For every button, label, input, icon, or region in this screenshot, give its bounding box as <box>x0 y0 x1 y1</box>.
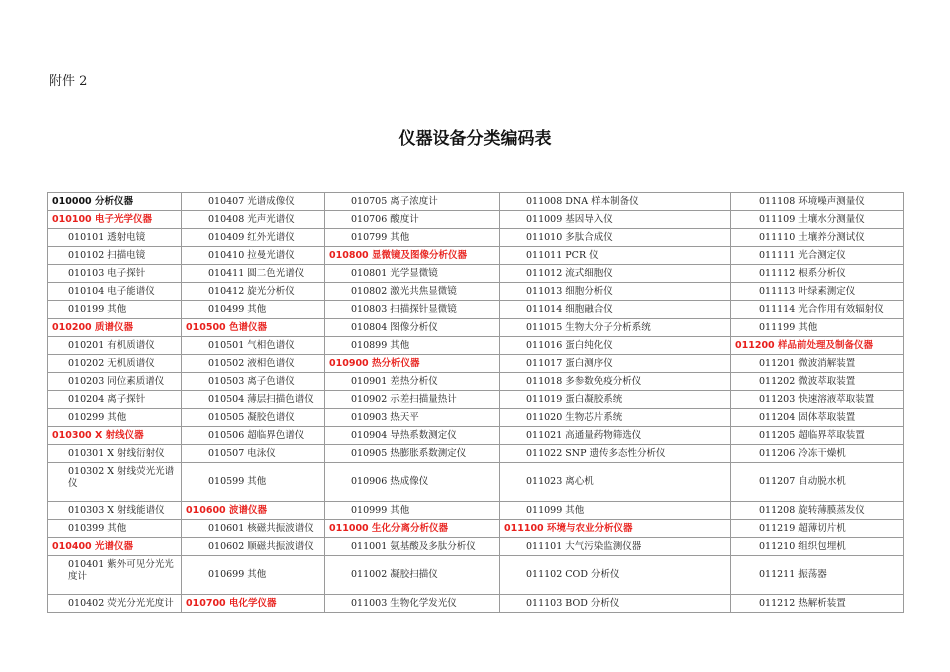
table-cell: 011203 快速溶液萃取装置 <box>731 391 904 409</box>
attachment-label: 附件 2 <box>49 74 88 89</box>
table-cell: 010601 核磁共振波谱仪 <box>182 520 325 538</box>
table-cell: 011018 多参数免疫分析仪 <box>500 373 731 391</box>
table-cell: 010412 旋光分析仪 <box>182 283 325 301</box>
table-cell: 010802 激光共焦显微镜 <box>325 283 500 301</box>
table-cell: 011099 其他 <box>500 502 731 520</box>
table-cell: 010905 热膨胀系数测定仪 <box>325 445 500 463</box>
table-row <box>48 502 904 520</box>
table-row <box>48 391 904 409</box>
table-cell: 011020 生物芯片系统 <box>500 409 731 427</box>
table-cell: 010101 透射电镜 <box>48 229 182 247</box>
table-cell: 010502 液相色谱仪 <box>182 355 325 373</box>
table-cell: 010901 差热分析仪 <box>325 373 500 391</box>
table-cell: 010699 其他 <box>182 556 325 595</box>
table-cell: 011113 叶绿素测定仪 <box>731 283 904 301</box>
table-cell: 010399 其他 <box>48 520 182 538</box>
table-cell: 011201 微波消解装置 <box>731 355 904 373</box>
table-cell: 010104 电子能谱仪 <box>48 283 182 301</box>
table-cell: 010201 有机质谱仪 <box>48 337 182 355</box>
table-cell: 011023 离心机 <box>500 463 731 502</box>
table-cell: 010200 质谱仪器 <box>48 319 182 337</box>
table-cell: 010700 电化学仪器 <box>182 595 325 613</box>
table-cell: 011200 样品前处理及制备仪器 <box>731 337 904 355</box>
table-cell: 010602 顺磁共振波谱仪 <box>182 538 325 556</box>
table-cell: 011008 DNA 样本制备仪 <box>500 193 731 211</box>
table-row <box>48 337 904 355</box>
table-cell: 011012 流式细胞仪 <box>500 265 731 283</box>
table-cell: 010402 荧光分光光度计 <box>48 595 182 613</box>
table-row <box>48 520 904 538</box>
table-cell: 010503 离子色谱仪 <box>182 373 325 391</box>
table-cell: 010904 导热系数测定仪 <box>325 427 500 445</box>
table-cell: 011204 固体萃取装置 <box>731 409 904 427</box>
table-cell: 011199 其他 <box>731 319 904 337</box>
table-cell: 010407 光谱成像仪 <box>182 193 325 211</box>
table-cell: 010900 热分析仪器 <box>325 355 500 373</box>
table-row <box>48 229 904 247</box>
table-cell: 010903 热天平 <box>325 409 500 427</box>
table-cell: 010202 无机质谱仪 <box>48 355 182 373</box>
table-cell: 011101 大气污染监测仪器 <box>500 538 731 556</box>
table-cell: 011000 生化分离分析仪器 <box>325 520 500 538</box>
table-cell: 011102 COD 分析仪 <box>500 556 731 595</box>
table-cell: 010504 薄层扫描色谱仪 <box>182 391 325 409</box>
table-row <box>48 409 904 427</box>
table-row <box>48 283 904 301</box>
table-cell: 011110 土壤养分测试仪 <box>731 229 904 247</box>
table-cell: 011205 超临界萃取装置 <box>731 427 904 445</box>
table-cell: 011015 生物大分子分析系统 <box>500 319 731 337</box>
table-cell: 010899 其他 <box>325 337 500 355</box>
table-cell: 010100 电子光学仪器 <box>48 211 182 229</box>
table-row <box>48 463 904 502</box>
table-cell: 010411 圆二色光谱仪 <box>182 265 325 283</box>
table-cell: 010400 光谱仪器 <box>48 538 182 556</box>
table-row <box>48 193 904 211</box>
table-row <box>48 538 904 556</box>
table-cell: 010705 离子浓度计 <box>325 193 500 211</box>
table-cell: 011013 细胞分析仪 <box>500 283 731 301</box>
table-cell: 010303 X 射线能谱仪 <box>48 502 182 520</box>
table-cell: 010507 电泳仪 <box>182 445 325 463</box>
table-cell: 011021 高通量药物筛选仪 <box>500 427 731 445</box>
table-cell: 010501 气相色谱仪 <box>182 337 325 355</box>
table-row <box>48 595 904 613</box>
table-cell: 011109 土壤水分测量仪 <box>731 211 904 229</box>
table-cell: 011002 凝胶扫描仪 <box>325 556 500 595</box>
table-cell: 010203 同位素质谱仪 <box>48 373 182 391</box>
table-row <box>48 373 904 391</box>
instrument-code-table <box>47 192 904 613</box>
table-cell: 010999 其他 <box>325 502 500 520</box>
table-cell: 010408 光声光谱仪 <box>182 211 325 229</box>
table-cell: 010103 电子探针 <box>48 265 182 283</box>
table-cell: 010410 拉曼光谱仪 <box>182 247 325 265</box>
table-cell: 010599 其他 <box>182 463 325 502</box>
table-cell: 010706 酸度计 <box>325 211 500 229</box>
table-row <box>48 445 904 463</box>
table-cell: 010505 凝胶色谱仪 <box>182 409 325 427</box>
document-title: 仪器设备分类编码表 <box>398 129 552 149</box>
table-cell: 011202 微波萃取装置 <box>731 373 904 391</box>
table-cell: 011108 环境噪声测量仪 <box>731 193 904 211</box>
table-cell: 010000 分析仪器 <box>48 193 182 211</box>
table-cell: 010906 热成像仪 <box>325 463 500 502</box>
table-cell: 011207 自动脱水机 <box>731 463 904 502</box>
table-row <box>48 427 904 445</box>
table-row <box>48 265 904 283</box>
table-cell: 011111 光合测定仪 <box>731 247 904 265</box>
table-cell: 010800 显微镜及图像分析仪器 <box>325 247 500 265</box>
table-row <box>48 556 904 595</box>
table-cell: 011011 PCR 仪 <box>500 247 731 265</box>
table-cell: 011206 冷冻干燥机 <box>731 445 904 463</box>
table-cell: 011003 生物化学发光仪 <box>325 595 500 613</box>
table-cell: 011100 环境与农业分析仪器 <box>500 520 731 538</box>
table-cell: 010301 X 射线衍射仪 <box>48 445 182 463</box>
table-cell: 011017 蛋白测序仪 <box>500 355 731 373</box>
table-cell: 011114 光合作用有效辐射仪 <box>731 301 904 319</box>
table-cell: 010300 X 射线仪器 <box>48 427 182 445</box>
table-cell: 010401 紫外可见分光光度计 <box>48 556 182 595</box>
table-cell: 011210 组织包埋机 <box>731 538 904 556</box>
table-cell: 011009 基因导入仪 <box>500 211 731 229</box>
table-cell: 011219 超薄切片机 <box>731 520 904 538</box>
table-cell: 010302 X 射线荧光光谱仪 <box>48 463 182 502</box>
table-cell: 011001 氨基酸及多肽分析仪 <box>325 538 500 556</box>
table-cell: 010500 色谱仪器 <box>182 319 325 337</box>
table-cell: 011112 根系分析仪 <box>731 265 904 283</box>
table-cell: 011014 细胞融合仪 <box>500 301 731 319</box>
table-cell: 010102 扫描电镜 <box>48 247 182 265</box>
table-row <box>48 301 904 319</box>
table-row <box>48 355 904 373</box>
table-row <box>48 247 904 265</box>
table-cell: 010299 其他 <box>48 409 182 427</box>
table-cell: 010506 超临界色谱仪 <box>182 427 325 445</box>
table-cell: 010600 波谱仪器 <box>182 502 325 520</box>
table-cell: 011208 旋转薄膜蒸发仪 <box>731 502 904 520</box>
table-row <box>48 211 904 229</box>
table-cell: 010804 图像分析仪 <box>325 319 500 337</box>
table-cell: 010803 扫描探针显微镜 <box>325 301 500 319</box>
table-cell: 011019 蛋白凝胶系统 <box>500 391 731 409</box>
table-cell: 011212 热解析装置 <box>731 595 904 613</box>
table-cell: 011016 蛋白纯化仪 <box>500 337 731 355</box>
table-cell: 010799 其他 <box>325 229 500 247</box>
table-cell: 010499 其他 <box>182 301 325 319</box>
table-row <box>48 319 904 337</box>
table-cell: 010204 离子探针 <box>48 391 182 409</box>
table-cell: 011211 振荡器 <box>731 556 904 595</box>
table-cell: 010199 其他 <box>48 301 182 319</box>
table-cell: 011010 多肽合成仪 <box>500 229 731 247</box>
table-cell: 010902 示差扫描量热计 <box>325 391 500 409</box>
table-cell: 011103 BOD 分析仪 <box>500 595 731 613</box>
table-cell: 010409 红外光谱仪 <box>182 229 325 247</box>
table-cell: 011022 SNP 遗传多态性分析仪 <box>500 445 731 463</box>
table-cell: 010801 光学显微镜 <box>325 265 500 283</box>
